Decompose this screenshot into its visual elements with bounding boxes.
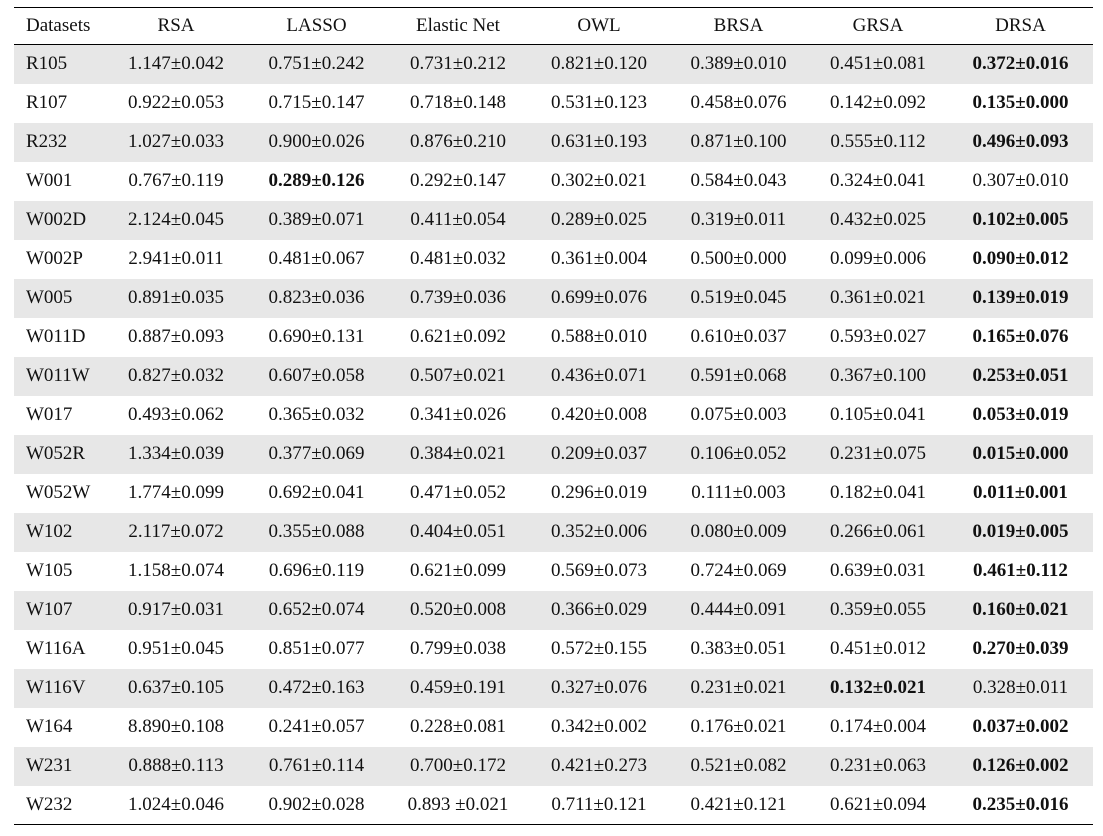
cell-brsa: 0.610±0.037 xyxy=(690,326,787,347)
table-row xyxy=(14,162,1093,201)
table-row xyxy=(14,669,1093,708)
cell-lasso: 0.696±0.119 xyxy=(268,560,365,581)
table-row xyxy=(14,747,1093,786)
cell-owl: 0.588±0.010 xyxy=(551,326,647,347)
cell-drsa: 0.235±0.016 xyxy=(972,793,1069,815)
cell-dataset: W011D xyxy=(26,326,86,347)
cell-rsa: 8.890±0.108 xyxy=(128,716,224,737)
cell-lasso: 0.472±0.163 xyxy=(268,677,365,698)
cell-grsa: 0.132±0.021 xyxy=(830,677,926,698)
cell-lasso: 0.241±0.057 xyxy=(268,716,365,737)
table-row xyxy=(14,474,1093,513)
cell-drsa: 0.139±0.019 xyxy=(972,287,1069,308)
cell-owl: 0.711±0.121 xyxy=(551,793,647,815)
cell-drsa: 0.102±0.005 xyxy=(972,209,1069,230)
cell-dataset: W052R xyxy=(26,443,86,464)
cell-brsa: 0.500±0.000 xyxy=(690,248,787,269)
table-row xyxy=(14,84,1093,123)
cell-elastic-net: 0.384±0.021 xyxy=(410,443,506,464)
cell-elastic-net: 0.799±0.038 xyxy=(410,638,506,659)
cell-brsa: 0.521±0.082 xyxy=(690,755,787,776)
cell-lasso: 0.692±0.041 xyxy=(268,482,365,503)
cell-dataset: W102 xyxy=(26,521,73,542)
header-elastic-net: Elastic Net xyxy=(416,15,500,36)
cell-elastic-net: 0.411±0.054 xyxy=(410,209,506,230)
cell-lasso: 0.823±0.036 xyxy=(268,287,365,308)
cell-rsa: 0.827±0.032 xyxy=(128,365,224,386)
cell-dataset: W105 xyxy=(26,560,73,581)
header-owl: OWL xyxy=(577,15,621,36)
cell-grsa: 0.593±0.027 xyxy=(830,326,926,347)
cell-brsa: 0.319±0.011 xyxy=(690,209,787,230)
cell-owl: 0.352±0.006 xyxy=(551,521,647,542)
cell-drsa: 0.126±0.002 xyxy=(972,755,1069,776)
cell-owl: 0.436±0.071 xyxy=(551,365,647,386)
cell-owl: 0.572±0.155 xyxy=(551,638,647,659)
cell-rsa: 1.024±0.046 xyxy=(128,793,224,815)
cell-grsa: 0.621±0.094 xyxy=(830,793,926,815)
cell-grsa: 0.231±0.075 xyxy=(830,443,926,464)
cell-owl: 0.421±0.273 xyxy=(551,755,647,776)
cell-brsa: 0.519±0.045 xyxy=(690,287,787,308)
cell-drsa: 0.165±0.076 xyxy=(972,326,1069,347)
cell-owl: 0.209±0.037 xyxy=(551,443,647,464)
cell-drsa: 0.053±0.019 xyxy=(972,404,1069,425)
cell-brsa: 0.176±0.021 xyxy=(690,716,787,737)
table-row xyxy=(14,45,1093,84)
cell-dataset: W002D xyxy=(26,209,87,230)
cell-drsa: 0.270±0.039 xyxy=(972,638,1069,659)
cell-rsa: 0.887±0.093 xyxy=(128,326,224,347)
cell-grsa: 0.432±0.025 xyxy=(830,209,926,230)
cell-drsa: 0.019±0.005 xyxy=(972,521,1069,542)
cell-dataset: W017 xyxy=(26,404,73,425)
cell-lasso: 0.389±0.071 xyxy=(268,209,365,230)
cell-dataset: W011W xyxy=(26,365,90,386)
cell-rsa: 0.888±0.113 xyxy=(128,755,224,776)
cell-elastic-net: 0.471±0.052 xyxy=(410,482,506,503)
table-row xyxy=(14,513,1093,552)
table-row xyxy=(14,318,1093,357)
cell-drsa: 0.372±0.016 xyxy=(972,53,1069,75)
header-grsa: GRSA xyxy=(852,15,904,36)
table-row xyxy=(14,396,1093,435)
cell-elastic-net: 0.718±0.148 xyxy=(410,92,506,113)
cell-brsa: 0.421±0.121 xyxy=(690,793,787,815)
cell-rsa: 0.922±0.053 xyxy=(128,92,224,113)
cell-rsa: 1.334±0.039 xyxy=(128,443,224,464)
cell-elastic-net: 0.292±0.147 xyxy=(410,170,506,191)
cell-elastic-net: 0.404±0.051 xyxy=(410,521,506,542)
cell-owl: 0.296±0.019 xyxy=(551,482,647,503)
cell-drsa: 0.496±0.093 xyxy=(972,131,1069,152)
cell-grsa: 0.367±0.100 xyxy=(830,365,926,386)
header-datasets: Datasets xyxy=(26,15,91,36)
cell-drsa: 0.160±0.021 xyxy=(972,599,1069,620)
header-lasso: LASSO xyxy=(286,15,347,36)
table-row xyxy=(14,357,1093,396)
cell-dataset: R232 xyxy=(26,131,68,152)
cell-dataset: W164 xyxy=(26,716,73,737)
cell-rsa: 0.493±0.062 xyxy=(128,404,224,425)
cell-rsa: 1.158±0.074 xyxy=(128,560,224,581)
cell-grsa: 0.361±0.021 xyxy=(830,287,926,308)
cell-drsa: 0.015±0.000 xyxy=(972,443,1069,464)
cell-elastic-net: 0.893 ±0.021 xyxy=(407,793,509,815)
cell-rsa: 2.117±0.072 xyxy=(128,521,224,542)
table-row xyxy=(14,201,1093,240)
cell-owl: 0.420±0.008 xyxy=(551,404,647,425)
cell-brsa: 0.584±0.043 xyxy=(690,170,787,191)
table-row xyxy=(14,708,1093,747)
cell-lasso: 0.761±0.114 xyxy=(268,755,365,776)
cell-drsa: 0.253±0.051 xyxy=(972,365,1069,386)
cell-dataset: W052W xyxy=(26,482,91,503)
cell-brsa: 0.724±0.069 xyxy=(690,560,787,581)
cell-lasso: 0.481±0.067 xyxy=(268,248,365,269)
cell-owl: 0.821±0.120 xyxy=(551,53,647,75)
cell-dataset: W231 xyxy=(26,755,73,776)
cell-grsa: 0.266±0.061 xyxy=(830,521,926,542)
cell-grsa: 0.555±0.112 xyxy=(830,131,926,152)
cell-owl: 0.569±0.073 xyxy=(551,560,647,581)
cell-rsa: 0.891±0.035 xyxy=(128,287,224,308)
cell-rsa: 0.637±0.105 xyxy=(128,677,224,698)
cell-owl: 0.327±0.076 xyxy=(551,677,647,698)
cell-grsa: 0.324±0.041 xyxy=(830,170,926,191)
header-row xyxy=(14,8,1093,45)
cell-lasso: 0.690±0.131 xyxy=(268,326,365,347)
cell-brsa: 0.389±0.010 xyxy=(690,53,787,75)
cell-grsa: 0.451±0.081 xyxy=(830,53,926,75)
cell-owl: 0.531±0.123 xyxy=(551,92,647,113)
cell-drsa: 0.037±0.002 xyxy=(972,716,1069,737)
cell-lasso: 0.355±0.088 xyxy=(268,521,365,542)
cell-brsa: 0.080±0.009 xyxy=(690,521,787,542)
cell-elastic-net: 0.341±0.026 xyxy=(410,404,506,425)
cell-rsa: 1.774±0.099 xyxy=(128,482,224,503)
cell-owl: 0.342±0.002 xyxy=(551,716,647,737)
cell-lasso: 0.607±0.058 xyxy=(268,365,365,386)
cell-elastic-net: 0.621±0.092 xyxy=(410,326,506,347)
cell-elastic-net: 0.507±0.021 xyxy=(410,365,506,386)
table-body xyxy=(14,45,1093,825)
cell-owl: 0.366±0.029 xyxy=(551,599,647,620)
cell-lasso: 0.289±0.126 xyxy=(268,170,365,191)
cell-grsa: 0.142±0.092 xyxy=(830,92,926,113)
cell-owl: 0.302±0.021 xyxy=(551,170,647,191)
cell-dataset: W116A xyxy=(26,638,86,659)
cell-elastic-net: 0.739±0.036 xyxy=(410,287,506,308)
cell-dataset: W107 xyxy=(26,599,73,620)
cell-elastic-net: 0.459±0.191 xyxy=(410,677,506,698)
cell-brsa: 0.383±0.051 xyxy=(690,638,787,659)
cell-lasso: 0.851±0.077 xyxy=(268,638,365,659)
cell-lasso: 0.751±0.242 xyxy=(268,53,365,75)
cell-drsa: 0.328±0.011 xyxy=(972,677,1069,698)
cell-drsa: 0.307±0.010 xyxy=(972,170,1069,191)
cell-drsa: 0.090±0.012 xyxy=(972,248,1069,269)
cell-lasso: 0.652±0.074 xyxy=(268,599,365,620)
cell-dataset: R107 xyxy=(26,92,68,113)
cell-grsa: 0.639±0.031 xyxy=(830,560,926,581)
cell-grsa: 0.451±0.012 xyxy=(830,638,926,659)
cell-lasso: 0.900±0.026 xyxy=(268,131,365,152)
table-row xyxy=(14,591,1093,630)
cell-grsa: 0.099±0.006 xyxy=(830,248,926,269)
cell-drsa: 0.011±0.001 xyxy=(973,482,1068,503)
cell-drsa: 0.461±0.112 xyxy=(973,560,1068,581)
cell-lasso: 0.377±0.069 xyxy=(268,443,365,464)
cell-rsa: 2.124±0.045 xyxy=(128,209,224,230)
cell-dataset: W005 xyxy=(26,287,73,308)
cell-rsa: 0.767±0.119 xyxy=(128,170,224,191)
cell-owl: 0.631±0.193 xyxy=(551,131,647,152)
header-brsa: BRSA xyxy=(713,15,764,36)
cell-grsa: 0.231±0.063 xyxy=(830,755,926,776)
cell-elastic-net: 0.520±0.008 xyxy=(410,599,506,620)
cell-dataset: W232 xyxy=(26,793,73,815)
cell-brsa: 0.591±0.068 xyxy=(690,365,787,386)
cell-rsa: 0.917±0.031 xyxy=(128,599,224,620)
cell-elastic-net: 0.621±0.099 xyxy=(410,560,506,581)
table-row xyxy=(14,435,1093,474)
cell-lasso: 0.902±0.028 xyxy=(268,793,365,815)
table-row xyxy=(14,786,1093,825)
cell-lasso: 0.715±0.147 xyxy=(268,92,365,113)
cell-brsa: 0.111±0.003 xyxy=(691,482,786,503)
cell-dataset: W116V xyxy=(26,677,86,698)
cell-elastic-net: 0.481±0.032 xyxy=(410,248,506,269)
cell-elastic-net: 0.876±0.210 xyxy=(410,131,506,152)
cell-brsa: 0.458±0.076 xyxy=(690,92,787,113)
cell-dataset: W002P xyxy=(26,248,83,269)
cell-brsa: 0.106±0.052 xyxy=(690,443,787,464)
cell-brsa: 0.444±0.091 xyxy=(690,599,787,620)
cell-grsa: 0.359±0.055 xyxy=(830,599,926,620)
cell-brsa: 0.231±0.021 xyxy=(690,677,787,698)
cell-brsa: 0.075±0.003 xyxy=(690,404,787,425)
cell-elastic-net: 0.700±0.172 xyxy=(410,755,506,776)
cell-grsa: 0.182±0.041 xyxy=(830,482,926,503)
table-row xyxy=(14,123,1093,162)
cell-elastic-net: 0.228±0.081 xyxy=(410,716,506,737)
cell-dataset: W001 xyxy=(26,170,73,191)
table-row xyxy=(14,279,1093,318)
cell-drsa: 0.135±0.000 xyxy=(972,92,1069,113)
cell-owl: 0.361±0.004 xyxy=(551,248,647,269)
table-row xyxy=(14,630,1093,669)
cell-dataset: R105 xyxy=(26,53,68,75)
header-rsa: RSA xyxy=(157,15,195,36)
results-table xyxy=(14,7,1093,825)
cell-grsa: 0.105±0.041 xyxy=(830,404,926,425)
cell-rsa: 2.941±0.011 xyxy=(128,248,224,269)
cell-rsa: 1.147±0.042 xyxy=(128,53,224,75)
cell-rsa: 0.951±0.045 xyxy=(128,638,224,659)
cell-elastic-net: 0.731±0.212 xyxy=(410,53,506,75)
cell-lasso: 0.365±0.032 xyxy=(268,404,365,425)
cell-rsa: 1.027±0.033 xyxy=(128,131,224,152)
header-drsa: DRSA xyxy=(995,15,1046,36)
cell-owl: 0.699±0.076 xyxy=(551,287,647,308)
cell-owl: 0.289±0.025 xyxy=(551,209,647,230)
table-row xyxy=(14,552,1093,591)
cell-grsa: 0.174±0.004 xyxy=(830,716,926,737)
table-row xyxy=(14,240,1093,279)
cell-brsa: 0.871±0.100 xyxy=(690,131,787,152)
